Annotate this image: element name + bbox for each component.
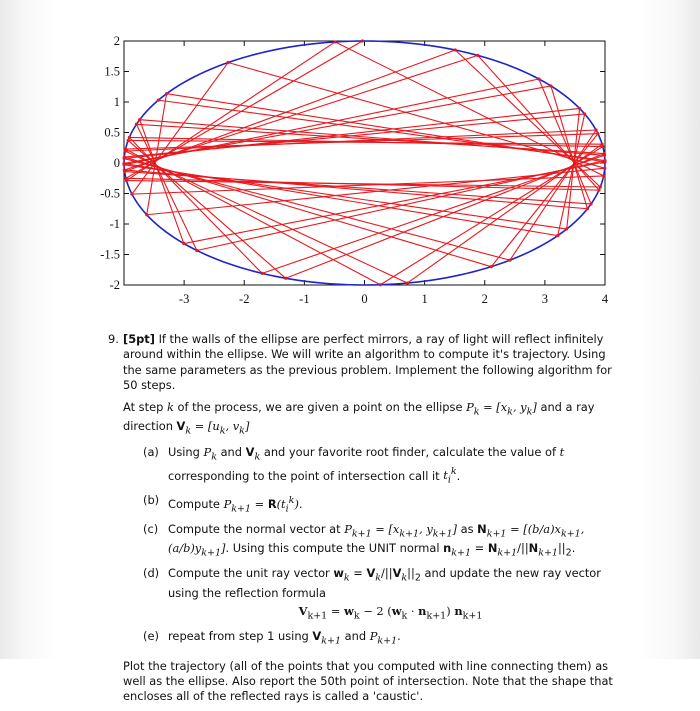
step-c: (c) Compute the normal vector at $P_{k+1} = [x_{k+1}$, $y_{k+1}$] as $N_{k+1} = [(b/a)x_{k+1}$, $(a/b)y_{k+1}$]. Using this compute the UNIT normal $n_{k+1} = N_{k+1}/||N_{k+1}||_2$. <box>143 521 585 559</box>
intersection-point <box>135 123 138 126</box>
ray-segment <box>228 63 605 169</box>
step-b: (b) Compute $P_{k+1} = R(t_i^k)$. <box>143 493 303 515</box>
intersection-point <box>490 265 493 268</box>
ray-segment <box>380 147 603 285</box>
x-tick-label: 3 <box>541 292 548 306</box>
intersection-point <box>361 39 364 42</box>
ellipse-plot <box>0 0 700 330</box>
x-tick-label: 4 <box>601 292 609 306</box>
intersection-point <box>603 154 606 157</box>
intersection-point <box>261 272 264 275</box>
step-description: At step k of the process, we are given a point on the ellipse $P_k = [x_k$, $y_k$] and a ray direction $V_k = [u_k$, $v_k$] <box>123 399 595 437</box>
y-tick-label: 0.5 <box>104 125 120 140</box>
x-tick-label: 0 <box>361 292 368 306</box>
step-d: (d) Compute the unit ray vector $w_k = V_k/||V_k||_2$ and update the new ray vector using the reflection formula $V_{k+1} = w_k - 2$ $(w_k \cdot n_{k+1})$ $n_{k+1}$ <box>138 566 613 624</box>
intersection-point <box>284 277 287 280</box>
intersection-point <box>379 283 382 286</box>
x-tick-label: 2 <box>481 292 488 306</box>
y-tick-label: 0 <box>113 156 120 170</box>
intersection-point <box>603 167 606 170</box>
intersection-point <box>138 118 141 121</box>
y-tick-label: -2 <box>109 278 120 292</box>
intersection-point <box>145 213 148 216</box>
problem-9 <box>108 332 613 711</box>
step-text-b: of the process, we are given a point on the ellipse <box>177 399 463 414</box>
intersection-point <box>601 145 604 148</box>
intersection-point <box>333 40 336 43</box>
intersection-point <box>122 162 125 165</box>
intersection-point <box>603 160 606 163</box>
intersection-point <box>123 168 126 171</box>
intersection-point <box>165 92 168 95</box>
ray-segment <box>132 176 604 194</box>
intersection-point <box>596 132 599 135</box>
reflected-rays <box>124 41 605 285</box>
ray-segment <box>167 94 605 162</box>
ray-segment <box>262 155 604 273</box>
intersection-point <box>599 185 602 188</box>
intersection-point <box>602 174 605 177</box>
problem-number: 9. <box>108 332 119 346</box>
step-b-label: (b) <box>143 493 160 508</box>
y-tick-label: 2 <box>113 34 120 48</box>
step-text-c: and a ray direction <box>123 399 595 434</box>
y-tick-label: -1.5 <box>100 247 120 262</box>
intersection-point <box>182 242 185 245</box>
x-tick-label: -1 <box>299 292 310 306</box>
intersection-point <box>195 249 198 252</box>
intersection-point <box>549 84 552 87</box>
x-tick-label: -3 <box>178 292 190 306</box>
intersection-point <box>128 136 131 139</box>
intersection-point <box>127 139 130 142</box>
intersection-point <box>130 193 133 196</box>
closing-text: Plot the trajectory (all of the points that you computed with line connecting them) as well as the ellipse. Also report the 50th point of intersection. Note that the shape that encloses all of the reflected rays is called a 'caustic'. <box>123 658 613 704</box>
ray-segment <box>491 134 598 267</box>
step-d-label: (d) <box>143 566 160 581</box>
y-axis-ticks <box>100 34 605 292</box>
intersection-point <box>226 61 229 64</box>
intersection-point <box>537 77 540 80</box>
ray-segment <box>184 162 605 244</box>
intro-text: If the walls of the ellipse are perfect mirrors, a ray of light will reflect infinitely around within the ellipse. We will write an algorithm to compute it's trajectory. Using the same parameters as the previous problem. Implement the following algorithm for 50 steps. <box>123 332 612 393</box>
step-a: (a) Using $P_k$ and $V_k$ and your favorite root finder, calculate the value of t corresponding to the point of intersection call it $t_i^k$. <box>143 445 565 486</box>
intersection-point <box>157 99 160 102</box>
ray-segment <box>126 41 362 178</box>
y-tick-label: 1.5 <box>104 64 120 79</box>
intersection-point <box>476 54 479 57</box>
step-a-label: (a) <box>143 445 159 459</box>
x-tick-label: -2 <box>239 292 250 306</box>
intersection-point <box>124 177 127 180</box>
problem-points: [5pt] <box>123 332 155 346</box>
y-tick-label: -1 <box>109 217 120 231</box>
step-c-label: (c) <box>143 521 159 536</box>
intersection-point <box>565 227 568 230</box>
intersection-point <box>123 155 126 158</box>
intersection-point <box>578 107 581 110</box>
intersection-point <box>454 48 457 51</box>
ray-segment <box>124 55 477 170</box>
y-tick-label: -0.5 <box>100 186 120 201</box>
intersection-point <box>583 112 586 115</box>
intersection-point <box>589 202 592 205</box>
intersection-point <box>594 128 597 131</box>
intersection-point <box>556 234 559 237</box>
ray-segment <box>539 79 591 204</box>
step-e: (e) repeat from step 1 using $V_{k+1}$ and $P_{k+1}$. <box>143 628 401 647</box>
ray-segment <box>124 163 558 235</box>
intersection-point <box>406 281 409 284</box>
intersection-point <box>586 207 589 210</box>
problem-intro <box>123 332 613 394</box>
reflection-formula: $V_{k+1} = w_k - 2$ $(w_k \cdot n_{k+1})$ $n_{k+1}$ <box>298 604 483 622</box>
intersection-point <box>508 259 511 262</box>
x-tick-label: 1 <box>421 292 428 306</box>
intersection-point <box>597 189 600 192</box>
y-tick-label: 1 <box>113 95 120 109</box>
step-e-label: (e) <box>143 628 159 643</box>
step-text-a: At step <box>123 399 164 414</box>
intersection-point <box>124 147 127 150</box>
